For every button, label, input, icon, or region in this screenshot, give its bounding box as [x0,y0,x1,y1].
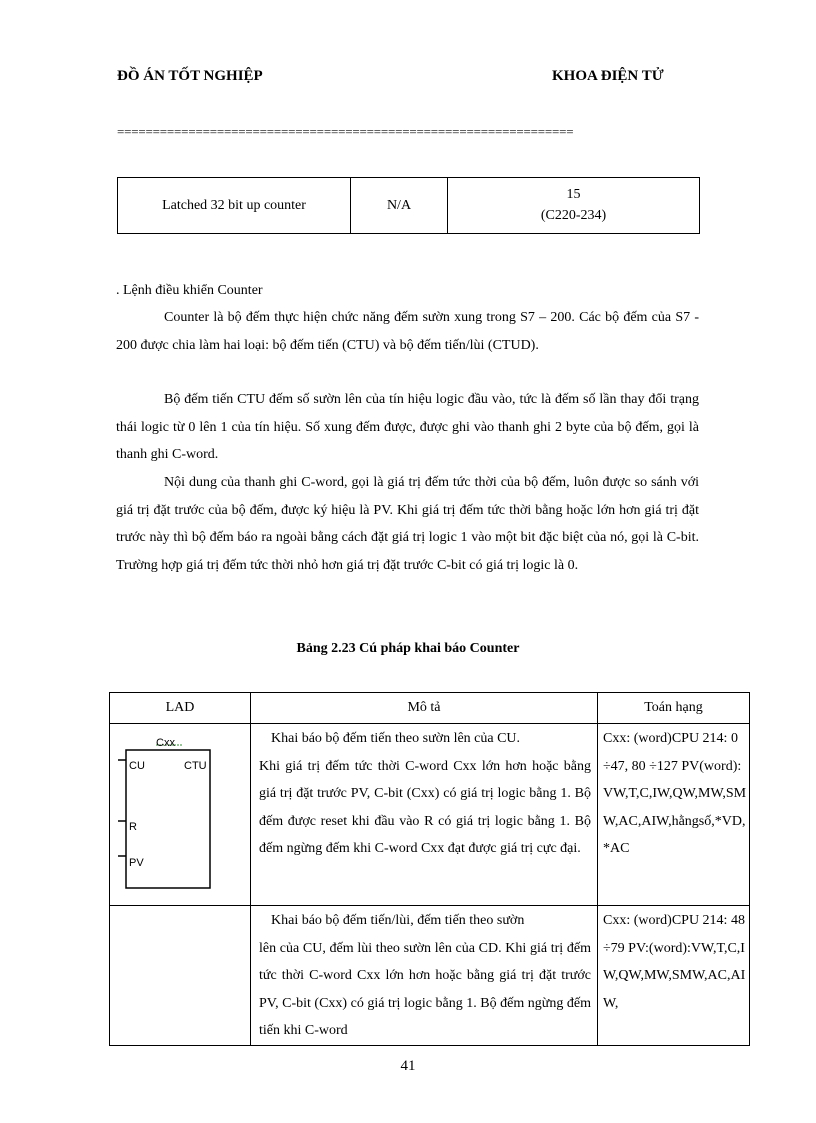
header-operand: Toán hạng [598,693,750,724]
lad-cell [110,724,251,906]
ctu-description-rest: Khi giá trị đếm tức thời C-word Cxx lớn hơn hoặc bằng giá trị đặt trước PV, C-bit (Cxx) có giá trị logic bằng 1. Bộ đếm được reset khi đầu vào R có giá trị logic bằng 1. Bộ đếm ngừng đếm khi C-word Cxx đạt được giá trị cực đại. [259,758,591,856]
counter-na-cell: N/A [351,178,448,234]
ctu-operand: Cxx: (word)CPU 214: 0 ÷47, 80 ÷127 PV(word):VW,T,C,IW,QW,MW,SMW,AC,AIW,hằngsố,*VD,*AC [598,724,750,906]
ctud-description [251,906,598,1046]
paragraph-2: Bộ đếm tiến CTU đếm số sườn lên của tín hiệu logic đầu vào, tức là đếm số lần thay đổi trạng thái logic từ 0 lên 1 của tín hiệu. Số xung đếm được, được ghi vào thanh ghi 2 byte của bộ đếm, gọi là thanh ghi C-word. [116,392,699,462]
header-left: ĐỒ ÁN TỐT NGHIỆP [117,68,263,84]
counter-name-cell: Latched 32 bit up counter [118,178,351,234]
page-number: 41 [400,1058,416,1074]
section-title: . Lệnh điều khiển Counter [116,283,263,298]
paragraph-1: Counter là bộ đếm thực hiện chức năng đếm sườn xung trong S7 – 200. Các bộ đếm của S7 - 200 được chia làm hai loại: bộ đếm tiến (CTU) và bộ đếm tiến/lùi (CTUD). [116,310,699,353]
r-label: R [129,821,137,833]
ctu-description [251,724,598,906]
header-right: KHOA ĐIỆN TỬ [552,68,664,84]
ctud-operand: Cxx: (word)CPU 214: 48 ÷79 PV:(word):VW,T,C,IW,QW,MW,SMW,AC,AIW, [598,906,750,1046]
paragraph-3: Nội dung của thanh ghi C-word, gọi là giá trị đếm tức thời của bộ đếm, luôn được so sánh với giá trị đặt trước của bộ đếm, được ký hiệu là PV. Khi giá trị đếm tức thời bằng hoặc lớn hơn giá trị đặt trước này thì bộ đếm báo ra ngoài bằng cách đặt giá trị logic 1 vào một bit đặc biệt của nó, gọi là C-bit. Trường hợp giá trị đếm tức thời nhỏ hơn giá trị đặt trước C-bit có giá trị logic là 0. [116,475,699,573]
counter-range: (C220-234) [540,208,607,223]
ctu-ladder-block [110,724,248,894]
table-row [110,724,750,906]
table-row [118,178,700,234]
counter-type-table [117,177,700,234]
ctud-description-rest: lên của CU, đếm lùi theo sườn lên của CD. Khi giá trị đếm tức thời C-word Cxx lớn hơn hoặc bằng giá trị đặt trước PV, C-bit (Cxx) có giá trị logic bằng 1. Bộ đếm ngừng đếm tiến khi C-word [259,940,591,1038]
ctu-label: CTU [184,760,207,772]
ctu-description-first: Khai báo bộ đếm tiến theo sườn lên của CU. [271,731,521,746]
ctud-description-first: Khai báo bộ đếm tiến/lùi, đếm tiến theo sườn [271,913,525,928]
table-header-row [110,693,750,724]
counter-count: 15 [566,187,581,202]
pv-label: PV [129,857,144,869]
header-separator: ================================================================ [117,124,574,139]
lad-cell-empty [110,906,251,1046]
counter-name-label: Cxx [156,737,175,749]
table-row [110,906,750,1046]
header-description: Mô tả [251,693,598,724]
counter-range-cell [448,178,700,234]
table-caption: Bảng 2.23 Cú pháp khai báo Counter [296,641,520,656]
counter-syntax-table [109,692,750,1046]
cu-label: CU [129,760,145,772]
header-lad: LAD [110,693,251,724]
